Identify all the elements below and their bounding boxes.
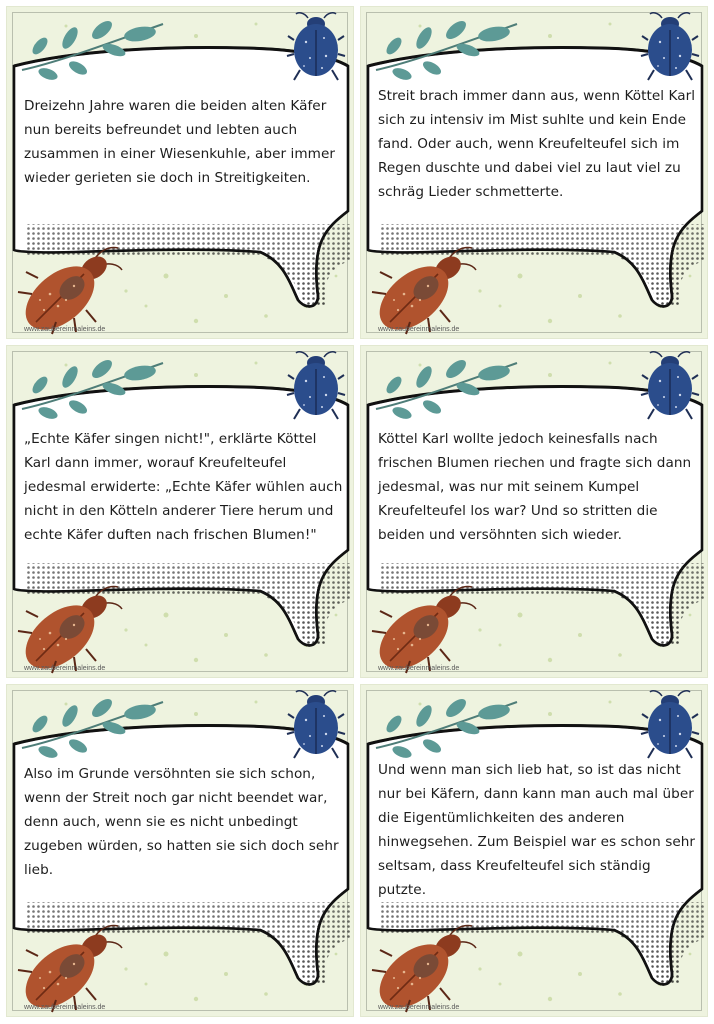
story-text: Und wenn man sich lieb hat, so ist das nicht nur bei Käfern, dann kann man auch mal über die Eigentümlichkeiten des anderen hinwegsehen. Zum Beispiel war es schon sehr seltsam, dass Kreufelteufel sich ständig putzte. <box>378 762 696 898</box>
blue-beetle-icon <box>286 349 346 429</box>
website-footer: www.zaubereinmaleins.de <box>24 665 106 672</box>
story-text: Dreizehn Jahre waren die beiden alten Käfer nun bereits befreundet und lebten auch zusammen in einer Wiesenkuhle, aber immer wieder gerieten sie doch in Streitigkeiten. <box>24 98 335 186</box>
story-card-3 <box>6 345 354 678</box>
story-card-4 <box>360 345 708 678</box>
leaf-branch-icon <box>18 12 168 82</box>
leaf-branch-icon <box>18 351 168 421</box>
red-beetle-icon <box>368 573 480 677</box>
story-card-1 <box>6 6 354 339</box>
red-beetle-icon <box>368 234 480 338</box>
red-beetle-icon <box>14 573 126 677</box>
leaf-branch-icon <box>372 351 522 421</box>
story-text: Streit brach immer dann aus, wenn Köttel Karl sich zu intensiv im Mist suhlte und kein Ende fand. Oder auch, wenn Kreufelteufel sich im Regen duschte und dabei viel zu laut viel zu schräg Lieder schmetterte. <box>378 88 696 200</box>
story-card-6 <box>360 684 708 1017</box>
story-card-2 <box>360 6 708 339</box>
website-footer: www.zaubereinmaleins.de <box>378 1004 460 1011</box>
story-text: Köttel Karl wollte jedoch keinesfalls nach frischen Blumen riechen und fragte sich dann jedesmal, was nur mit seinem Kumpel Kreufelteufel los war? Und so stritten die beiden und versöhnten sich wieder. <box>378 431 692 543</box>
blue-beetle-icon <box>640 349 700 429</box>
blue-beetle-icon <box>640 10 700 90</box>
story-text: „Echte Käfer singen nicht!", erklärte Köttel Karl dann immer, worauf Kreufelteufel jedesmal erwiderte: „Echte Käfer wühlen auch nicht in den Kötteln anderer Tiere herum und echte Käfer duften nach frischen Blumen!" <box>24 431 343 543</box>
story-card-5 <box>6 684 354 1017</box>
website-footer: www.zaubereinmaleins.de <box>24 326 106 333</box>
story-text: Also im Grunde versöhnten sie sich schon, wenn der Streit noch gar nicht beendet war, denn auch, wenn sie es nicht unbedingt zugeben würden, so hatten sie sich doch sehr lieb. <box>24 766 339 878</box>
red-beetle-icon <box>368 912 480 1016</box>
leaf-branch-icon <box>372 690 522 760</box>
red-beetle-icon <box>14 912 126 1016</box>
leaf-branch-icon <box>372 12 522 82</box>
website-footer: www.zaubereinmaleins.de <box>378 326 460 333</box>
website-footer: www.zaubereinmaleins.de <box>378 665 460 672</box>
website-footer: www.zaubereinmaleins.de <box>24 1004 106 1011</box>
blue-beetle-icon <box>286 688 346 768</box>
blue-beetle-icon <box>286 10 346 90</box>
leaf-branch-icon <box>18 690 168 760</box>
red-beetle-icon <box>14 234 126 338</box>
blue-beetle-icon <box>640 688 700 768</box>
